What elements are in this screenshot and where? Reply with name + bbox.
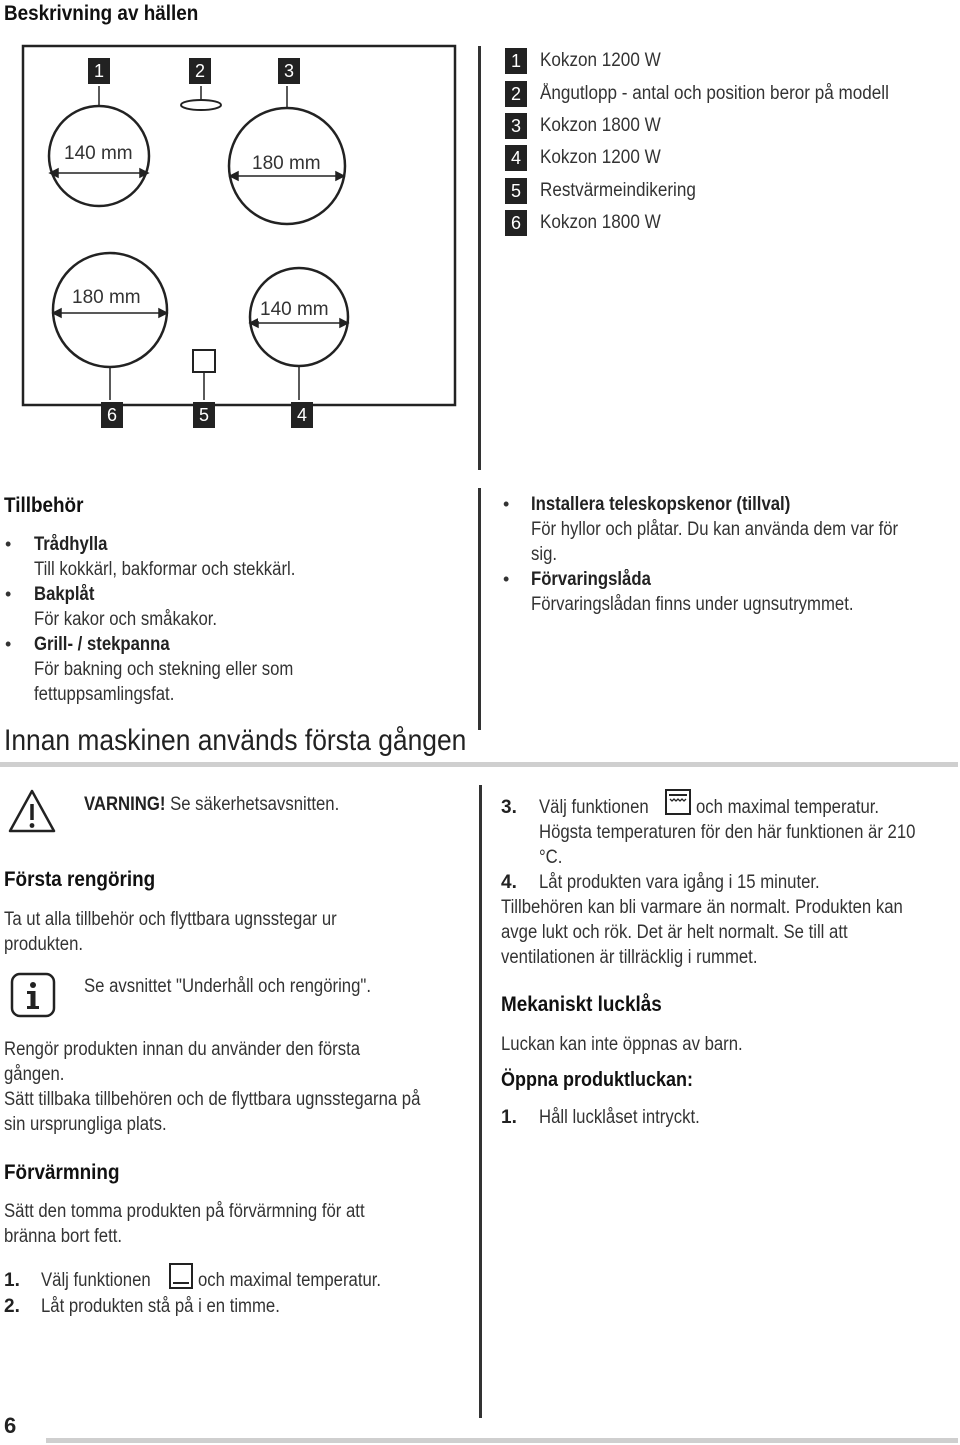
warning-text — [84, 792, 339, 817]
warning-label: VARNING! — [84, 794, 166, 815]
accessory-desc: Förvaringslådan finns under ugnsutrymmet. — [531, 594, 854, 615]
accessory-desc: sig. — [531, 544, 558, 565]
accessory-name: Bakplåt — [34, 584, 95, 605]
step-text-before: Välj funktionen — [539, 797, 649, 818]
bullet: • — [503, 569, 510, 589]
column-divider — [478, 488, 481, 730]
accessory-item — [531, 567, 853, 617]
steam-outlet — [181, 100, 221, 110]
legend-number: 2 — [505, 81, 527, 107]
accessory-name: Installera teleskopskenor (tillval) — [531, 494, 791, 515]
section-title-forvarmning: Förvärmning — [4, 1161, 120, 1184]
accessory-desc: fettuppsamlingsfat. — [34, 684, 175, 705]
legend-label: Kokzon 1800 W — [540, 212, 661, 233]
paragraph-line: Sätt tillbaka tillbehören och de flyttbara ugnsstegarna på — [4, 1089, 421, 1110]
zone-label-bottom-left: 180 mm — [72, 287, 141, 308]
warning-body: Se säkerhetsavsnitten. — [170, 794, 340, 815]
paragraph — [4, 1037, 420, 1137]
section-title-forsta-rengoring: Första rengöring — [4, 868, 156, 891]
cooking-zone-6 — [53, 253, 167, 367]
info-text: Se avsnittet "Underhåll och rengöring". — [84, 976, 371, 997]
section-title-mekaniskt-lucklas: Mekaniskt lucklås — [501, 993, 662, 1016]
legend-number: 6 — [505, 210, 527, 236]
legend-number: 1 — [505, 48, 527, 74]
page-number: 6 — [4, 1413, 17, 1438]
paragraph-line: sin ursprungliga plats. — [4, 1114, 167, 1135]
legend-label: Restvärmeindikering — [540, 180, 696, 201]
step-number — [4, 1294, 20, 1319]
paragraph-line: Ta ut alla tillbehör och flyttbara ugnsstegar ur — [4, 909, 337, 930]
accessory-desc: För bakning och stekning eller som — [34, 659, 294, 680]
accessory-desc: För kakor och småkakor. — [34, 609, 218, 630]
step-num: 1. — [4, 1270, 20, 1291]
oven-function-icon — [168, 1262, 194, 1290]
section-heading: Innan maskinen används första gången — [4, 724, 467, 757]
accessory-name: Grill- / stekpanna — [34, 634, 170, 655]
step-continuation — [539, 820, 915, 870]
accessory-item — [531, 492, 898, 567]
callout-number: 1 — [88, 58, 110, 84]
step-text: Låt produkten stå på i en timme. — [41, 1296, 280, 1317]
callout-number: 6 — [101, 402, 123, 428]
step-num: 3. — [501, 797, 517, 818]
accessory-desc: Till kokkärl, bakformar och stekkärl. — [34, 559, 296, 580]
hob-diagram — [0, 30, 480, 450]
callout-number: 3 — [278, 58, 300, 84]
section-divider — [0, 762, 958, 767]
accessory-desc: För hyllor och plåtar. Du kan använda dem var för — [531, 519, 899, 540]
accessory-item — [34, 532, 295, 582]
accessory-name: Trådhylla — [34, 534, 108, 555]
warning-icon — [8, 788, 56, 834]
step-num: 4. — [501, 872, 517, 893]
zone-label-bottom-right: 140 mm — [260, 299, 329, 320]
legend-label: Kokzon 1800 W — [540, 115, 661, 136]
top-heat-function-icon — [664, 788, 692, 816]
step-number — [501, 1105, 517, 1130]
bullet: • — [503, 494, 510, 514]
legend-label: Kokzon 1200 W — [540, 50, 661, 71]
step-num: 1. — [501, 1107, 517, 1128]
paragraph-line: °C. — [539, 847, 563, 868]
callout-number: 4 — [291, 402, 313, 428]
paragraph-line: bränna bort fett. — [4, 1226, 123, 1247]
zone-label-top-left: 140 mm — [64, 143, 133, 164]
accessory-item — [34, 632, 293, 707]
column-divider — [479, 785, 482, 1418]
step-number — [501, 870, 517, 895]
legend-number: 3 — [505, 113, 527, 139]
step-number — [501, 795, 517, 820]
legend-label: Kokzon 1200 W — [540, 147, 661, 168]
step-text: Låt produkten vara igång i 15 minuter. — [539, 872, 820, 893]
step-text-after: och maximal temperatur. — [198, 1270, 382, 1291]
step-text-before: Välj funktionen — [41, 1270, 151, 1291]
page-title: Beskrivning av hällen — [4, 2, 199, 25]
footer-divider — [46, 1438, 958, 1443]
paragraph — [4, 907, 337, 957]
legend-label: Ångutlopp - antal och position beror på modell — [540, 83, 889, 104]
bullet: • — [5, 534, 12, 554]
step-text: Håll lucklåset intryckt. — [539, 1107, 700, 1128]
paragraph-line: Högsta temperaturen för den här funktionen är 210 — [539, 822, 916, 843]
bullet: • — [5, 584, 12, 604]
step-number — [4, 1268, 20, 1293]
accessory-item — [34, 582, 217, 632]
paragraph — [4, 1199, 365, 1249]
zone-label-top-right: 180 mm — [252, 153, 321, 174]
paragraph-line: Rengör produkten innan du använder den första — [4, 1039, 361, 1060]
legend-number: 4 — [505, 145, 527, 171]
legend-number: 5 — [505, 178, 527, 204]
section-title-oppna-produktluckan: Öppna produktluckan: — [501, 1069, 694, 1091]
step-num: 2. — [4, 1296, 20, 1317]
callout-number: 5 — [193, 402, 215, 428]
paragraph — [501, 895, 903, 970]
paragraph-line: avge lukt och rök. Det är helt normalt. Se till att — [501, 922, 848, 943]
residual-heat-indicator — [193, 350, 215, 372]
step-text-after: och maximal temperatur. — [696, 797, 880, 818]
accessory-name: Förvaringslåda — [531, 569, 651, 590]
paragraph-line: gången. — [4, 1064, 65, 1085]
section-title-tillbehor: Tillbehör — [4, 494, 84, 517]
paragraph-line: ventilationen är tillräcklig i rummet. — [501, 947, 758, 968]
paragraph-line: Sätt den tomma produkten på förvärmning för att — [4, 1201, 365, 1222]
column-divider — [478, 46, 481, 470]
bullet: • — [5, 634, 12, 654]
paragraph-line: Tillbehören kan bli varmare än normalt. Produkten kan — [501, 897, 903, 918]
info-icon — [10, 972, 56, 1018]
callout-number: 2 — [189, 58, 211, 84]
paragraph-line: produkten. — [4, 934, 84, 955]
paragraph: Luckan kan inte öppnas av barn. — [501, 1034, 743, 1055]
